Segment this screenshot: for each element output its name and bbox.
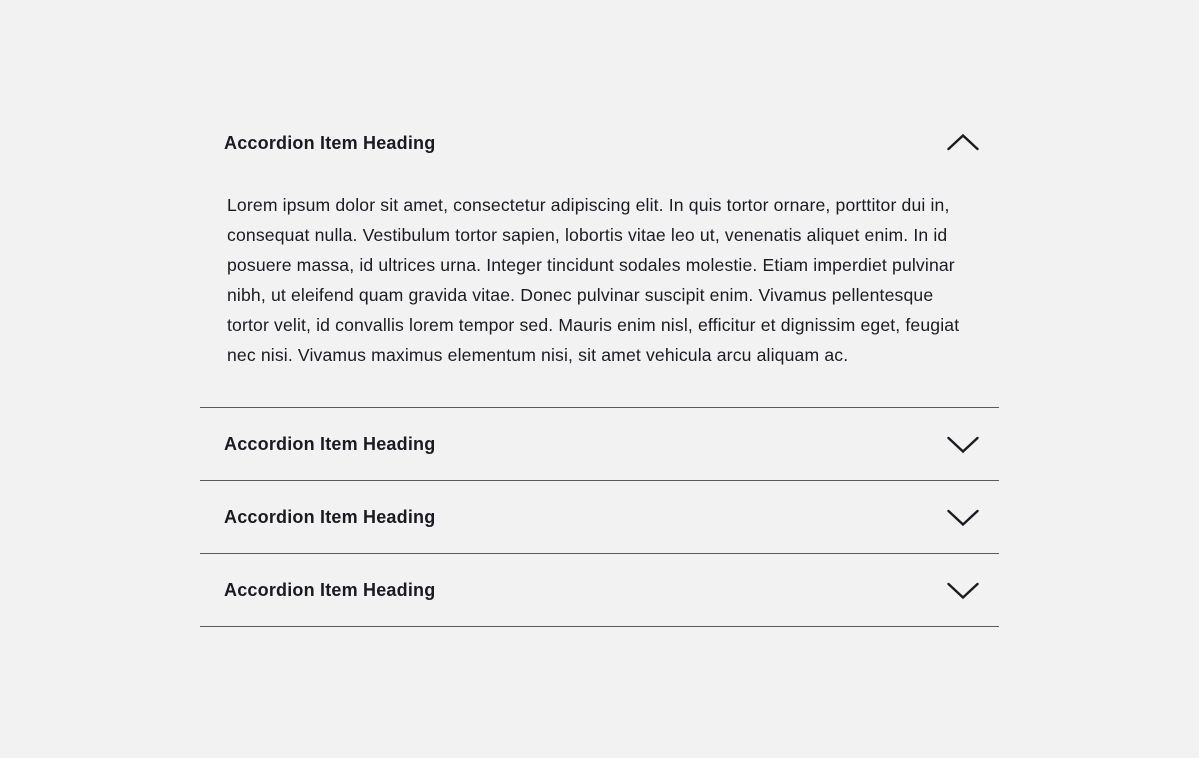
accordion-header-3[interactable] xyxy=(200,481,999,553)
accordion-header-2[interactable] xyxy=(200,408,999,480)
accordion-heading: Accordion Item Heading xyxy=(224,506,436,527)
accordion-header-1[interactable] xyxy=(200,106,999,180)
accordion xyxy=(200,106,999,627)
accordion-heading: Accordion Item Heading xyxy=(224,132,436,153)
accordion-item-1 xyxy=(200,106,999,408)
chevron-down-icon[interactable] xyxy=(947,507,979,527)
chevron-up-icon[interactable] xyxy=(947,133,979,153)
accordion-header-4[interactable] xyxy=(200,554,999,626)
accordion-body: Lorem ipsum dolor sit amet, consectetur adipiscing elit. In quis tortor ornare, porttitor dui in, consequat nulla. Vestibulum tortor sapien, lobortis vitae leo ut, venenatis aliquet enim. In id posuere massa, id ultrices urna. Integer tincidunt sodales molestie. Etiam imperdiet pulvinar nibh, ut eleifend quam gravida vitae. Donec pulvinar suscipit enim. Vivamus pellentesque tortor velit, id convallis lorem tempor sed. Mauris enim nisl, efficitur et dignissim eget, feugiat nec nisi. Vivamus maximus elementum nisi, sit amet vehicula arcu aliquam ac. xyxy=(227,195,960,365)
chevron-down-icon[interactable] xyxy=(947,580,979,600)
accordion-item-2 xyxy=(200,408,999,481)
accordion-item-3 xyxy=(200,481,999,554)
chevron-down-icon[interactable] xyxy=(947,434,979,454)
accordion-heading: Accordion Item Heading xyxy=(224,579,436,600)
accordion-heading: Accordion Item Heading xyxy=(224,433,436,454)
accordion-item-4 xyxy=(200,554,999,627)
